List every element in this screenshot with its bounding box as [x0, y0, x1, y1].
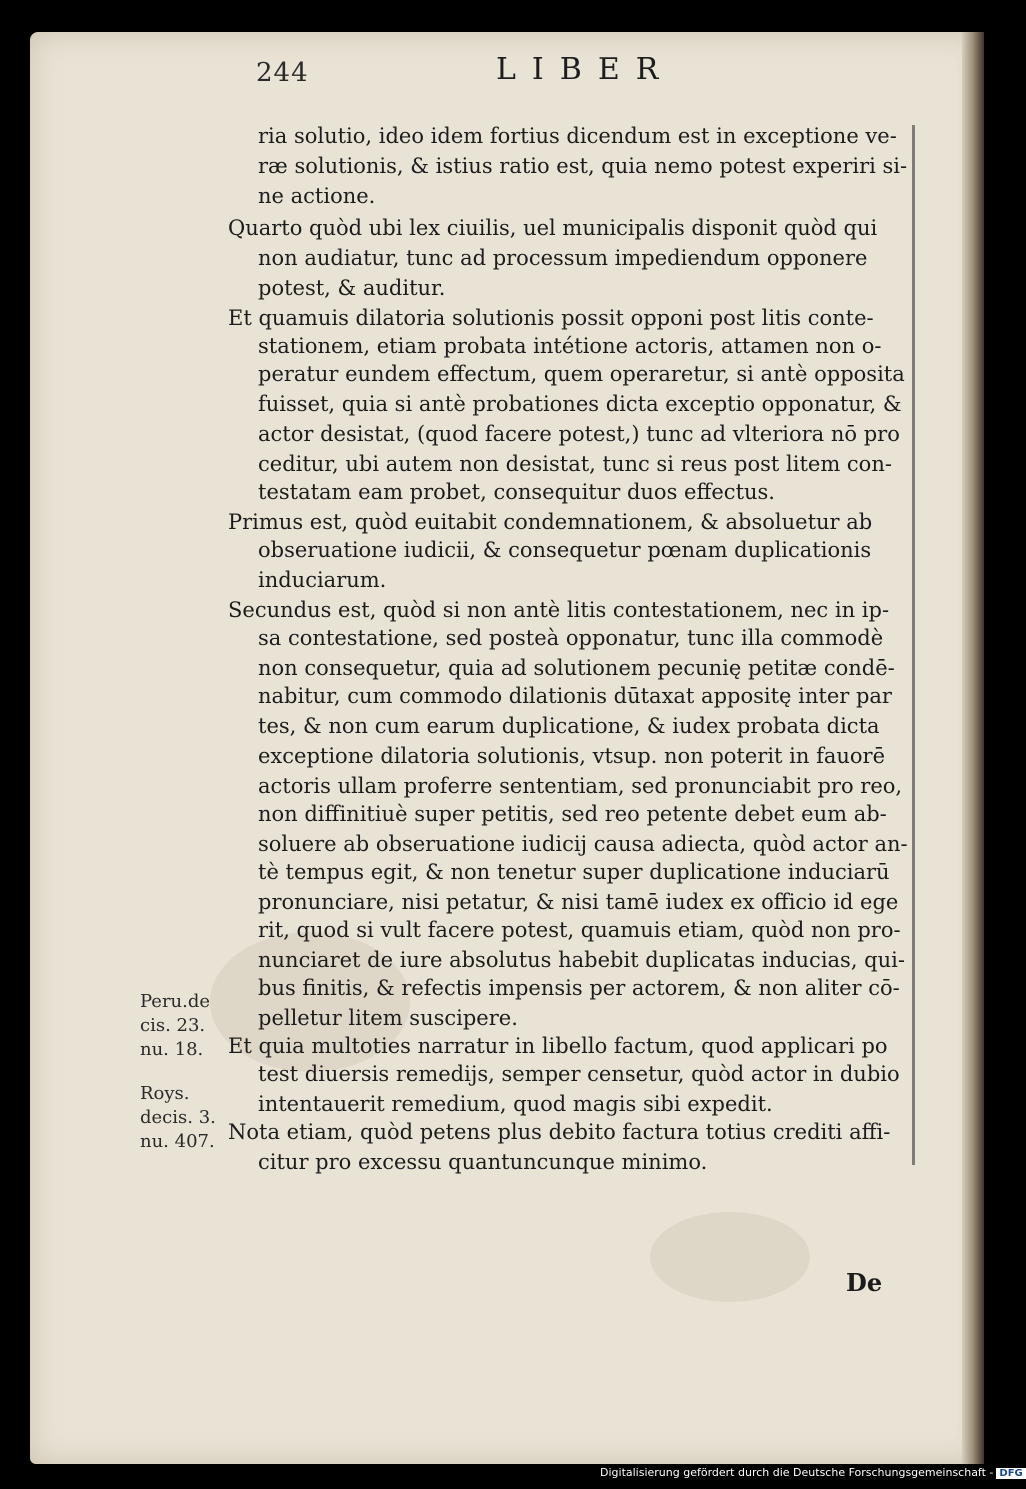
- credit-text: Digitalisierung gefördert durch die Deutsche Forschungsgemeinschaft -: [600, 1466, 994, 1479]
- catchword: De: [846, 1268, 883, 1297]
- text-line: pronunciare, nisi petatur, & nisi tamē iudex ex officio id ege: [258, 890, 899, 914]
- text-line: fuisset, quia si antè probationes dicta exceptio opponatur, &: [258, 392, 902, 416]
- text-line: nunciaret de iure absolutus habebit duplicatas inducias, qui-: [258, 948, 905, 972]
- text-line: ceditur, ubi autem non desistat, tunc si reus post litem con-: [258, 452, 892, 476]
- margin-note-line: cis. 23.: [140, 1015, 206, 1036]
- margin-note-line: Peru.de: [140, 991, 211, 1012]
- page-header: [228, 48, 728, 96]
- text-line: rit, quod si vult facere potest, quamuis etiam, quòd non pro-: [258, 918, 901, 942]
- paragraph-start: Et quia multoties narratur in libello factum, quod applicari po: [228, 1034, 888, 1058]
- paragraph-start: Et quamuis dilatoria solutionis possit opponi post litis conte-: [228, 306, 874, 330]
- text-line: intentauerit remedium, quod magis sibi expedit.: [258, 1092, 773, 1116]
- paragraph-start: Secundus est, quòd si non antè litis contestationem, nec in ip-: [228, 598, 890, 622]
- text-line: exceptione dilatoria solutionis, vtsup. non poterit in fauorē: [258, 744, 886, 768]
- margin-note: [140, 1082, 216, 1154]
- text-line: stationem, etiam probata intétione actoris, attamen non o-: [258, 334, 882, 358]
- margin-note-line: decis. 3.: [140, 1107, 216, 1128]
- text-line: pelletur litem suscipere.: [258, 1006, 518, 1030]
- text-line: bus finitis, & refectis impensis per actorem, & non aliter cō-: [258, 976, 900, 1000]
- text-line: non consequetur, quia ad solutionem pecunię petitæ condē-: [258, 656, 895, 680]
- paragraph-start: Nota etiam, quòd petens plus debito factura totius crediti affi-: [228, 1120, 891, 1144]
- text-line: testatam eam probet, consequitur duos effectus.: [258, 480, 775, 504]
- text-line: tè tempus egit, & non tenetur super duplicatione induciarū: [258, 860, 890, 884]
- digitization-credit: [600, 1466, 1026, 1479]
- text-line: ræ solutionis, & istius ratio est, quia nemo potest experiri si-: [258, 154, 908, 178]
- text-line: ria solutio, ideo idem fortius dicendum est in exceptione ve-: [258, 124, 897, 148]
- paper-stain: [650, 1212, 810, 1302]
- text-line: soluere ab obseruatione iudicij causa adiecta, quòd actor an-: [258, 832, 908, 856]
- paragraph-start: Primus est, quòd euitabit condemnationem, & absoluetur ab: [228, 510, 873, 534]
- text-line: actor desistat, (quod facere potest,) tunc ad vlteriora nō pro: [258, 422, 900, 446]
- dfg-logo: DFG: [996, 1468, 1025, 1479]
- text-line: test diuersis remedijs, semper censetur, quòd actor in dubio: [258, 1062, 900, 1086]
- text-line: obseruatione iudicii, & consequetur pœnam duplicationis: [258, 538, 872, 562]
- text-line: potest, & auditur.: [258, 276, 446, 300]
- margin-note-line: Roys.: [140, 1083, 190, 1104]
- text-line: ne actione.: [258, 184, 376, 208]
- text-line: tes, & non cum earum duplicatione, & iudex probata dicta: [258, 714, 880, 738]
- paragraph-start: Quarto quòd ubi lex ciuilis, uel municipalis disponit quòd qui: [228, 216, 878, 240]
- running-head: LIBER: [496, 52, 675, 87]
- margin-note-line: nu. 18.: [140, 1039, 204, 1060]
- text-line: citur pro excessu quantuncunque minimo.: [258, 1150, 708, 1174]
- text-line: sa contestatione, sed posteà opponatur, tunc illa commodè: [258, 626, 884, 650]
- text-line: non diffinitiuè super petitis, sed reo petente debet eum ab-: [258, 802, 887, 826]
- text-line: nabitur, cum commodo dilationis dūtaxat appositę inter par: [258, 684, 892, 708]
- text-line: actoris ullam proferre sententiam, sed pronunciabit pro reo,: [258, 774, 903, 798]
- text-line: non audiatur, tunc ad processum impediendum opponere: [258, 246, 868, 270]
- margin-note: [140, 990, 210, 1062]
- text-line: peratur eundem effectum, quem operaretur, si antè opposita: [258, 362, 905, 386]
- page-right-edge: [962, 32, 984, 1464]
- page-number: 244: [256, 58, 309, 88]
- text-line: induciarum.: [258, 568, 387, 592]
- margin-note-line: nu. 407.: [140, 1131, 215, 1152]
- margin-bracket: [912, 125, 915, 1165]
